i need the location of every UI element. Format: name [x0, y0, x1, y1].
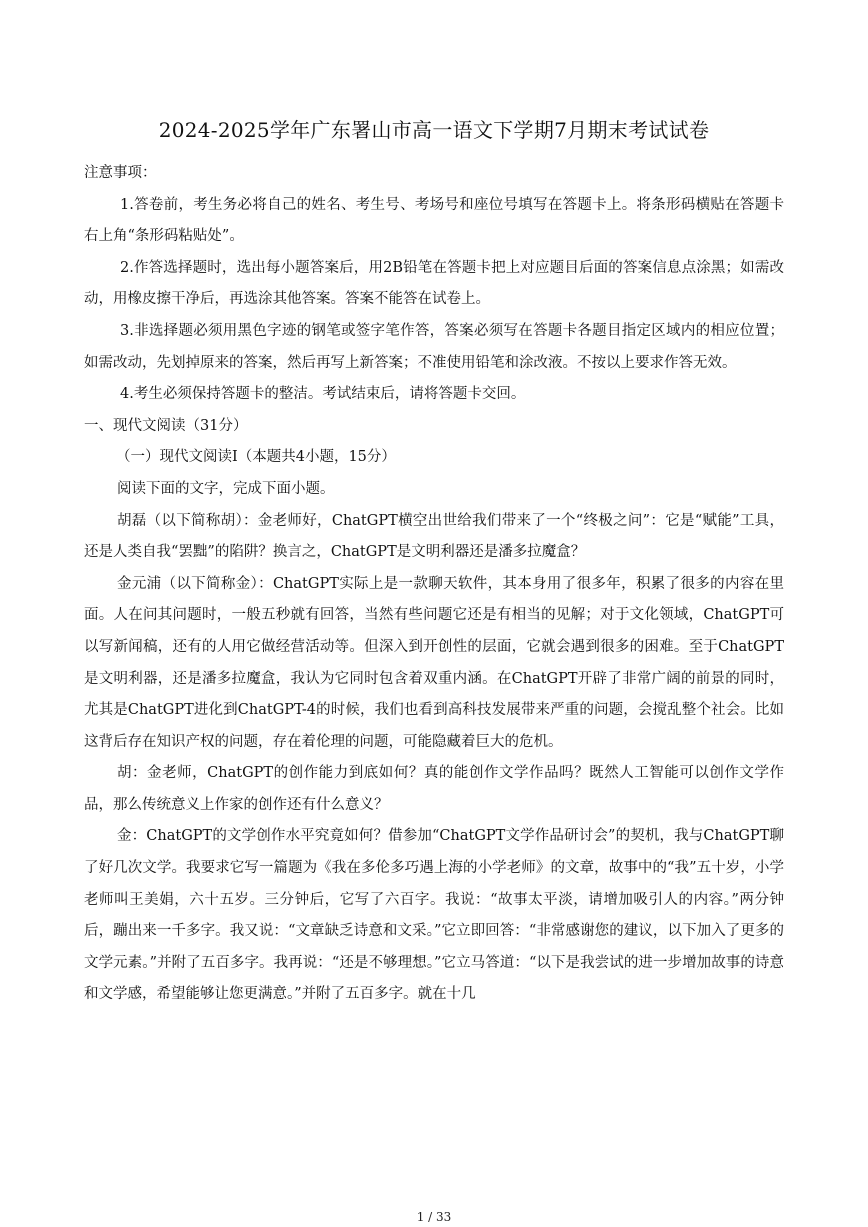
- notice-item-2: 2.作答选择题时，选出每小题答案后，用2B铅笔在答题卡把上对应题目后面的答案信息点涂黑；如需改动，用橡皮擦干净后，再选涂其他答案。答案不能答在试卷上。: [84, 259, 784, 308]
- passage-paragraph-3: 胡：金老师，ChatGPT的创作能力到底如何？真的能创作文学作品吗？既然人工智能可以创作文学作品，那么传统意义上作家的创作还有什么意义？: [84, 765, 784, 813]
- reading-instruction: 阅读下面的文字，完成下面小题。: [117, 480, 335, 497]
- exam-title: 2024-2025学年广东署山市高一语文下学期7月期末考试试卷: [158, 118, 710, 142]
- document-body: [84, 158, 784, 1011]
- notice-item-4: 4.考生必须保持答题卡的整洁。考试结束后，请将答题卡交回。: [120, 386, 526, 403]
- passage-paragraph-1: 胡磊（以下简称胡）：金老师好，ChatGPT横空出世给我们带来了一个“终极之问”：它是“赋能”工具，还是人类自我“罢黜”的陷阱？换言之，ChatGPT是文明利器还是潘多拉魔盒？: [84, 512, 784, 561]
- notice-item-1: 1.答卷前，考生务必将自己的姓名、考生号、考场号和座位号填写在答题卡上。将条形码横贴在答题卡右上角“条形码粘贴处”。: [84, 196, 784, 245]
- page-number: 1 / 33: [416, 1210, 452, 1224]
- notice-item-3: 3.非选择题必须用黑色字迹的钢笔或签字笔作答，答案必须写在答题卡各题目指定区域内的相应位置；如需改动，先划掉原来的答案，然后再写上新答案；不准使用铅笔和涂改液。不按以上要求作答无效。: [84, 322, 784, 371]
- passage-paragraph-2: 金元浦（以下简称金）：ChatGPT实际上是一款聊天软件，其本身用了很多年，积累了很多的内容在里面。人在问其问题时，一般五秒就有回答，当然有些问题它还是有相当的见解；对于文化领域，ChatGPT可以写新闻稿，还有的人用它做经营活动等。但深入到开创性的层面，它就会遇到很多的困难。至于ChatGPT是文明利器，还是潘多拉魔盒，我认为它同时包含着双重内涵。在ChatGPT开辟了非常广阔的前景的同时，尤其是ChatGPT进化到ChatGPT-4的时候，我们也看到高科技发展带来严重的问题，会搅乱整个社会。比如这背后存在知识产权的问题，存在着伦理的问题，可能隐藏着巨大的危机。: [84, 575, 784, 750]
- passage-paragraph-4: 金：ChatGPT的文学创作水平究竟如何？借参加“ChatGPT文学作品研讨会”的契机，我与ChatGPT聊了好几次文学。我要求它写一篇题为《我在多伦多巧遇上海的小学老师》的文章，故事中的“我”五十岁，小学老师叫王美娟，六十五岁。三分钟后，它写了六百字。我说：“故事太平淡，请增加吸引人的内容。”两分钟后，蹦出来一千多字。我又说：“文章缺乏诗意和文采。”它立即回答：“非常感谢您的建议，以下加入了更多的文学元素。”并附了五百多字。我再说：“还是不够理想。”它立马答道：“以下是我尝试的进一步增加故事的诗意和文学感，希望能够让您更满意。”并附了五百多字。就在十几: [84, 828, 784, 1003]
- section-heading: 一、现代文阅读（31分）: [84, 417, 248, 434]
- notice-heading: 注意事项：: [84, 165, 157, 181]
- subsection-heading: （一）现代文阅读Ⅰ（本题共4小题，15分）: [116, 449, 396, 466]
